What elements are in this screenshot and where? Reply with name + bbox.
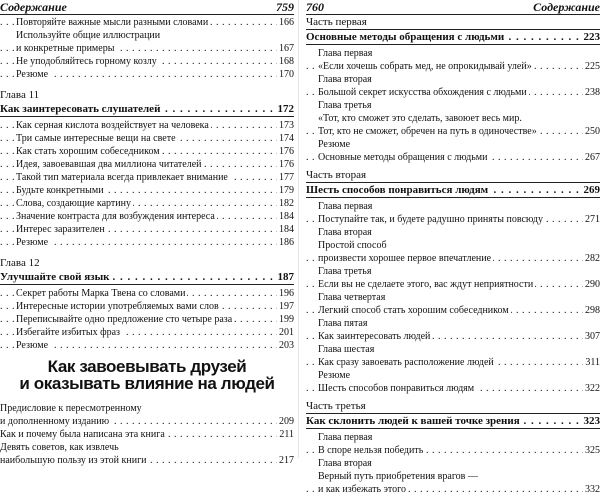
right-page-header	[306, 0, 600, 15]
toc-entry-text: Глава третья	[318, 100, 373, 111]
toc-entry-text: Глава вторая	[318, 74, 374, 85]
toc-entry-page: 211	[277, 428, 294, 441]
toc-entry-page: 174	[277, 132, 294, 145]
toc-entry-page: 179	[277, 184, 294, 197]
toc-entry-page: 176	[277, 158, 294, 171]
toc-entry-text: Три самые интересные вещи на свете	[16, 133, 178, 144]
book-spine	[298, 0, 299, 458]
toc-entry[interactable]	[0, 42, 294, 55]
toc-entry-page: 186	[277, 236, 294, 249]
toc-entry-text: Глава первая	[318, 432, 374, 443]
toc-entry-text: и конкретные примеры	[16, 43, 116, 54]
toc-entry-text: Как заинтересовать людей	[318, 331, 432, 342]
toc-entry[interactable]	[0, 158, 294, 171]
toc-entry-page: 325	[583, 444, 600, 457]
toc-entry[interactable]	[0, 55, 294, 68]
toc-entry-text: Интересные истории употребляемых вами слов	[16, 301, 221, 312]
toc-entry-text: Как и почему была написана эта книга	[0, 429, 167, 440]
toc-entry-page: 197	[277, 300, 294, 313]
toc-entry-page: 203	[277, 339, 294, 352]
toc-entry-page: 177	[277, 171, 294, 184]
toc-entry-text: Верный путь приобретения врагов —	[318, 471, 480, 482]
toc-entry[interactable]	[306, 330, 600, 343]
toc-entry-text: Большой секрет искусства обхождения с людьми	[318, 87, 529, 98]
toc-entry-text: Идея, завоевавшая два миллиона читателей	[16, 159, 204, 170]
toc-entry[interactable]	[306, 291, 600, 304]
toc-entry-text: Переписывайте одно предложение сто четыре раза	[16, 314, 234, 325]
chapter-page-number: 172	[276, 102, 295, 116]
toc-entry-page: 199	[277, 313, 294, 326]
part-label: Часть вторая	[306, 169, 600, 182]
toc-entry-text: Основные методы обращения с людьми	[318, 152, 489, 163]
toc-entry[interactable]	[306, 226, 600, 239]
toc-entry-page: 201	[277, 326, 294, 339]
toc-entry[interactable]	[306, 483, 600, 496]
toc-entry-text: Как серная кислота воздействует на человека	[16, 120, 211, 131]
toc-entry-text: Повторяйте важные мысли разными словами	[16, 17, 210, 28]
toc-entry-text: Глава шестая	[318, 344, 376, 355]
toc-entry-page: 173	[277, 119, 294, 132]
toc-entry-text: Глава первая	[318, 48, 374, 59]
book-title	[0, 358, 294, 392]
toc-entry-text: В споре нельзя победить	[318, 445, 425, 456]
toc-entry[interactable]	[306, 73, 600, 86]
right-page	[306, 0, 600, 458]
toc-entry-text: Слова, создающие картину	[16, 198, 133, 209]
part-title[interactable]	[306, 413, 600, 429]
part-title-text: Основные методы обращения с людьми	[306, 31, 506, 43]
toc-entry[interactable]	[306, 112, 600, 125]
toc-entry[interactable]	[0, 415, 294, 428]
toc-entry-text: «Тот, кто сможет это сделать, завоюет весь мир.	[318, 113, 524, 124]
toc-entry-text: Резюме	[16, 69, 50, 80]
book-title-line: Как завоевывать друзей	[0, 358, 294, 375]
toc-entry-text: Резюме	[16, 340, 50, 351]
part-title[interactable]	[306, 29, 600, 45]
toc-entry[interactable]	[306, 99, 600, 112]
toc-entry-text: «Если хочешь собрать мед, не опрокидывай улей»	[318, 61, 534, 72]
toc-entry[interactable]	[306, 431, 600, 444]
toc-entry[interactable]	[306, 343, 600, 356]
toc-entry-text: Будьте конкретными	[16, 185, 106, 196]
toc-entry-text: и как избежать этого	[318, 484, 408, 495]
running-title: Содержание	[0, 1, 67, 13]
toc-entry-text: наибольшую пользу из этой книги	[0, 455, 149, 466]
toc-entry-page: 290	[583, 278, 600, 291]
toc-entry-page: 170	[277, 68, 294, 81]
toc-entry-text: и дополненному изданию	[0, 416, 111, 427]
left-page	[0, 0, 294, 458]
chapter-title-text: Как заинтересовать слушателей	[0, 103, 162, 115]
toc-entry-page: 182	[277, 197, 294, 210]
toc-entry-text: Используйте общие иллюстрации	[16, 30, 162, 41]
running-title: Содержание	[533, 1, 600, 13]
toc-entry-text: Предисловие к пересмотренному	[0, 403, 144, 414]
page-number: 759	[276, 1, 294, 13]
toc-entry-page: 307	[583, 330, 600, 343]
toc-entry-text: Поступайте так, и будете радушно приняты повсюду	[318, 214, 545, 225]
toc-entry-text: произвести хорошее первое впечатление	[318, 253, 493, 264]
toc-entry-page: 250	[583, 125, 600, 138]
chapter-title-text: Улучшайте свой язык	[0, 271, 112, 283]
toc-entry[interactable]	[0, 313, 294, 326]
toc-entry-text: Девять советов, как извлечь	[0, 442, 121, 453]
toc-entry[interactable]	[306, 200, 600, 213]
toc-entry-text: Как стать хорошим собеседником	[16, 146, 162, 157]
toc-entry[interactable]	[0, 29, 294, 42]
toc-entry-page: 271	[583, 213, 600, 226]
toc-entry-text: Шесть способов понравиться людям	[318, 383, 476, 394]
toc-entry[interactable]	[306, 47, 600, 60]
toc-entry-text: Если вы не сделаете этого, вас ждут неприятности	[318, 279, 535, 290]
toc-entry[interactable]	[0, 197, 294, 210]
toc-entry[interactable]	[0, 210, 294, 223]
chapter-title[interactable]	[0, 102, 294, 117]
part-label: Часть третья	[306, 400, 600, 413]
toc-entry-text: Резюме	[318, 139, 352, 150]
toc-entry-text: Глава третья	[318, 266, 373, 277]
toc-entry-text: Глава первая	[318, 201, 374, 212]
toc-entry[interactable]	[0, 184, 294, 197]
toc-entry[interactable]	[0, 223, 294, 236]
toc-entry-page: 184	[277, 210, 294, 223]
toc-entry[interactable]	[306, 317, 600, 330]
toc-entry[interactable]	[0, 300, 294, 313]
part-label: Часть первая	[306, 16, 600, 29]
part-page-number: 323	[582, 414, 600, 428]
toc-entry-page: 238	[583, 86, 600, 99]
toc-entry[interactable]	[306, 457, 600, 470]
toc-entry[interactable]	[306, 239, 600, 252]
toc-entry[interactable]	[0, 326, 294, 339]
toc-entry-page: 168	[277, 55, 294, 68]
toc-entry[interactable]	[306, 444, 600, 457]
toc-entry-page: 282	[583, 252, 600, 265]
left-page-header	[0, 0, 294, 15]
toc-entry-page: 184	[277, 223, 294, 236]
toc-entry-text: Легкий способ стать хорошим собеседником	[318, 305, 511, 316]
toc-entry-page: 332	[583, 483, 600, 496]
toc-entry[interactable]	[306, 356, 600, 369]
toc-entry-text: Интерес заразителен	[16, 224, 107, 235]
book-title-line: и оказывать влияние на людей	[0, 375, 294, 392]
toc-entry[interactable]	[0, 16, 294, 29]
toc-entry[interactable]	[0, 287, 294, 300]
chapter-label: Глава 11	[0, 89, 294, 102]
toc-entry[interactable]	[306, 382, 600, 395]
toc-entry-text: Тот, кто не сможет, обречен на путь в одиночестве»	[318, 126, 539, 137]
toc-entry[interactable]	[306, 86, 600, 99]
toc-entry[interactable]	[306, 151, 600, 164]
toc-entry[interactable]	[0, 454, 294, 467]
toc-entry-text: Резюме	[318, 370, 352, 381]
toc-entry[interactable]	[0, 441, 294, 454]
toc-entry[interactable]	[306, 60, 600, 73]
toc-entry[interactable]	[306, 369, 600, 382]
toc-entry-page: 311	[583, 356, 600, 369]
toc-entry-page: 217	[277, 454, 294, 467]
toc-entry[interactable]	[306, 252, 600, 265]
toc-entry[interactable]	[0, 68, 294, 81]
toc-entry-text: Резюме	[16, 237, 50, 248]
toc-entry-text: Глава вторая	[318, 227, 374, 238]
toc-entry-page: 322	[583, 382, 600, 395]
toc-entry[interactable]	[0, 339, 294, 352]
toc-entry[interactable]	[0, 402, 294, 415]
part-page-number: 223	[582, 30, 600, 44]
toc-entry[interactable]	[0, 236, 294, 249]
toc-entry-page: 267	[583, 151, 600, 164]
toc-entry-text: Как сразу завоевать расположение людей	[318, 357, 496, 368]
toc-entry-page: 298	[583, 304, 600, 317]
toc-entry-page: 176	[277, 145, 294, 158]
toc-entry-text: Не уподобляйтесь горному козлу	[16, 56, 159, 67]
chapter-label: Глава 12	[0, 257, 294, 270]
toc-entry-page: 166	[277, 16, 294, 29]
toc-entry-text: Такой тип материала всегда привлекает внимание	[16, 172, 230, 183]
toc-entry-page: 167	[277, 42, 294, 55]
toc-entry-text: Глава четвертая	[318, 292, 387, 303]
chapter-page-number: 187	[276, 270, 295, 284]
part-title[interactable]	[306, 182, 600, 198]
toc-entry-text: Простой способ	[318, 240, 389, 251]
page-number: 760	[306, 1, 324, 13]
toc-entry-text: Глава пятая	[318, 318, 369, 329]
toc-entry[interactable]	[306, 304, 600, 317]
toc-entry-text: Глава вторая	[318, 458, 374, 469]
toc-entry[interactable]	[306, 125, 600, 138]
part-title-text: Как склонить людей к вашей точке зрения	[306, 415, 522, 427]
toc-entry[interactable]	[0, 428, 294, 441]
toc-entry[interactable]	[306, 470, 600, 483]
toc-entry-text: Значение контраста для возбуждения интереса	[16, 211, 217, 222]
toc-entry[interactable]	[0, 119, 294, 132]
toc-entry[interactable]	[306, 278, 600, 291]
part-page-number: 269	[582, 183, 600, 197]
toc-entry[interactable]	[0, 171, 294, 184]
part-title-text: Шесть способов понравиться людям	[306, 184, 490, 196]
chapter-title[interactable]	[0, 270, 294, 285]
toc-entry-page: 209	[277, 415, 294, 428]
toc-entry-page: 196	[277, 287, 294, 300]
toc-entry[interactable]	[306, 265, 600, 278]
toc-entry-text: Секрет работы Марка Твена со словами	[16, 288, 187, 299]
toc-entry[interactable]	[0, 145, 294, 158]
toc-entry[interactable]	[306, 213, 600, 226]
toc-entry[interactable]	[0, 132, 294, 145]
toc-entry[interactable]	[306, 138, 600, 151]
toc-entry-text: Избегайте избитых фраз	[16, 327, 122, 338]
toc-entry-page: 225	[583, 60, 600, 73]
